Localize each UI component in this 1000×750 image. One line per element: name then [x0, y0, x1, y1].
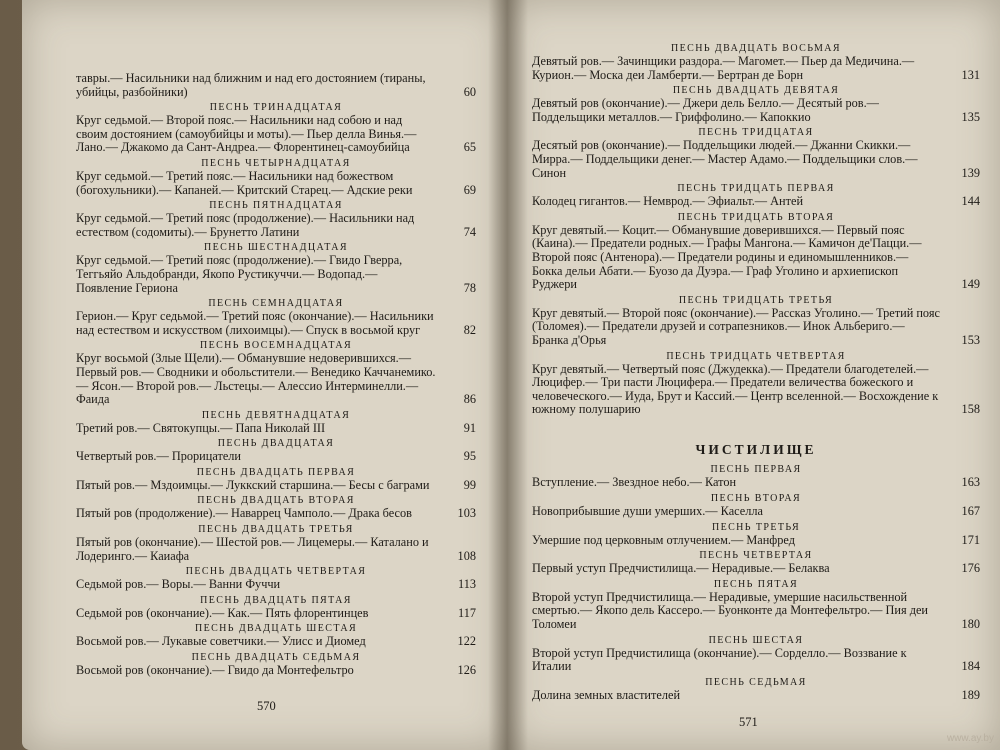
entry-page-number: 82	[463, 322, 476, 337]
entry-page-number: 91	[463, 420, 476, 435]
canto-heading: ПЕСНЬ ШЕСТНАДЦАТАЯ	[204, 242, 348, 254]
toc-entry	[532, 591, 980, 632]
toc-right	[532, 40, 980, 705]
toc-entry	[76, 352, 476, 406]
entry-page-number: 117	[458, 605, 476, 620]
entry-page-number: 144	[961, 194, 980, 209]
toc-entry	[76, 212, 476, 239]
left-page	[22, 0, 507, 750]
entry-page-number: 180	[961, 617, 980, 632]
toc-entry	[532, 195, 980, 209]
entry-text: Восьмой ров.— Лукавые советчики.— Улисс и Диомед	[76, 634, 366, 649]
entry-text: Четвертый ров.— Прорицатели	[76, 449, 242, 464]
entry-text: Круг седьмой.— Третий пояс (продолжение).— Гвидо Гверра, Теггьяйо Альдобранди, Якопо Рустикуччи.— Водопад.— Появление Гериона	[76, 253, 403, 295]
toc-entry	[532, 55, 980, 82]
toc-entry	[76, 664, 476, 678]
toc-entry	[532, 562, 980, 576]
entry-page-number: 78	[463, 280, 476, 295]
canto-heading: ПЕСНЬ ТРИНАДЦАТАЯ	[209, 102, 343, 114]
toc-entry	[76, 607, 476, 621]
entry-page-number: 139	[961, 165, 980, 180]
entry-page-number: 74	[463, 224, 476, 239]
entry-page-number: 171	[961, 532, 980, 547]
toc-entry	[76, 114, 476, 155]
entry-text: Герион.— Круг седьмой.— Третий пояс (окончание).— Насильники над естеством и искусством (лихоимцы).— Спуск в восьмой круг	[76, 309, 434, 337]
canto-heading: ПЕСНЬ ПЯТАЯ	[713, 578, 799, 590]
entry-text: Круг седьмой.— Третий пояс.— Насильники над божеством (богохульники).— Капаней.— Критский Старец.— Адские реки	[76, 168, 413, 197]
entry-page-number: 158	[961, 402, 980, 417]
canto-heading: ПЕСНЬ ДВАДЦАТЬ ЧЕТВЕРТАЯ	[185, 566, 367, 578]
entry-text: Девятый ров.— Зачинщики раздора.— Магомет.— Пьер да Медичина.— Курион.— Моска деи Ламберти.— Бертран де Борн	[532, 54, 915, 82]
entry-text: Долина земных властителей	[532, 687, 681, 702]
canto-heading: ПЕСНЬ ДВАДЦАТЬ ШЕСТАЯ	[194, 623, 358, 635]
toc-entry	[532, 689, 980, 703]
entry-text: Колодец гигантов.— Немврод.— Эфиальт.— Антей	[532, 194, 804, 209]
canto-heading: ПЕСНЬ ТРИДЦАТЬ ВТОРАЯ	[677, 211, 835, 223]
toc-entry	[76, 422, 476, 436]
right-page	[507, 0, 1000, 750]
canto-heading: ПЕСНЬ ТРИДЦАТЬ ПЕРВАЯ	[677, 183, 835, 195]
entry-text: Седьмой ров (окончание).— Как.— Пять флорентинцев	[76, 605, 369, 620]
toc-entry	[532, 476, 980, 490]
canto-heading: ПЕСНЬ ВТОРАЯ	[710, 493, 802, 505]
toc-entry	[532, 224, 980, 292]
toc-entry	[532, 534, 980, 548]
entry-page-number: 99	[463, 477, 476, 492]
canto-heading: ПЕСНЬ СЕМНАДЦАТАЯ	[208, 298, 344, 310]
entry-page-number: 69	[463, 182, 476, 197]
page-number-left: 570	[257, 699, 276, 713]
entry-page-number: 167	[961, 504, 980, 519]
page-number-right: 571	[739, 715, 758, 729]
entry-page-number: 135	[961, 109, 980, 124]
entry-text: тавры.— Насильники над ближним и над его достоянием (тираны, убийцы, разбойники)	[76, 71, 426, 99]
toc-entry	[76, 310, 476, 337]
entry-text: Круг девятый.— Четвертый пояс (Джудекка).— Предатели благодетелей.— Люцифер.— Три пасти Люцифера.— Предатели величества божеского и человеческого.— Иуда, Брут и Кассий.— Центр вселенной.— Восхождение к южному полушарию	[532, 361, 939, 417]
watermark: www.ay.by	[946, 733, 994, 744]
canto-heading: ПЕСНЬ ДВАДЦАТЬ ДЕВЯТАЯ	[672, 85, 840, 97]
canto-heading: ПЕСНЬ ДЕВЯТНАДЦАТАЯ	[201, 409, 351, 421]
canto-heading: ПЕСНЬ ТРЕТЬЯ	[711, 521, 801, 533]
entry-text: Вступление.— Звездное небо.— Катон	[532, 475, 737, 490]
entry-page-number: 184	[961, 659, 980, 674]
toc-entry	[532, 363, 980, 417]
entry-text: Круг седьмой.— Третий пояс (продолжение).— Насильники над естеством (содомиты).— Брунетто Латини	[76, 211, 415, 239]
canto-heading: ПЕСНЬ ДВАДЦАТАЯ	[217, 438, 335, 450]
entry-text: Второй уступ Предчистилища.— Нерадивые, умершие насильственной смертью.— Якопо дель Кассеро.— Буонконте да Монтефельтро.— Пия деи Толомеи	[532, 589, 928, 632]
toc-entry	[76, 450, 476, 464]
entry-text: Круг девятый.— Второй пояс (окончание).— Рассказ Уголино.— Третий пояс (Толомея).— Предатели друзей и сотрапезников.— Инок Альбериго.— Бранка д'Орья	[532, 305, 940, 347]
entry-page-number: 60	[463, 84, 476, 99]
toc-entry	[76, 72, 476, 99]
canto-heading: ПЕСНЬ ТРИДЦАТЬ ЧЕТВЕРТАЯ	[666, 350, 846, 362]
entry-page-number: 176	[961, 561, 980, 576]
entry-page-number: 189	[961, 687, 980, 702]
toc-entry	[76, 536, 476, 563]
canto-heading: ПЕСНЬ ПЯТНАДЦАТАЯ	[209, 200, 343, 212]
entry-text: Пятый ров (окончание).— Шестой ров.— Лицемеры.— Каталано и Лодеринго.— Каиафа	[76, 535, 429, 563]
canto-heading: ПЕСНЬ СЕДЬМАЯ	[705, 676, 807, 688]
canto-heading: ПЕСНЬ ТРИДЦАТЬ ТРЕТЬЯ	[678, 294, 834, 306]
canto-heading: ПЕСНЬ ДВАДЦАТЬ СЕДЬМАЯ	[191, 652, 361, 664]
toc-entry	[76, 578, 476, 592]
entry-text: Седьмой ров.— Воры.— Ванни Фуччи	[76, 577, 281, 592]
canto-heading: ПЕСНЬ ВОСЕМНАДЦАТАЯ	[199, 340, 353, 352]
entry-page-number: 103	[457, 506, 476, 521]
entry-page-number: 113	[458, 577, 476, 592]
entry-text: Второй уступ Предчистилища (окончание).— Сорделло.— Воззвание к Италии	[532, 645, 907, 674]
entry-text: Первый уступ Предчистилища.— Нерадивые.— Белаква	[532, 561, 830, 576]
canto-heading: ПЕСНЬ ШЕСТАЯ	[708, 634, 804, 646]
canto-heading: ПЕСНЬ ЧЕТВЕРТАЯ	[699, 550, 813, 562]
entry-page-number: 126	[457, 663, 476, 678]
entry-text: Круг седьмой.— Второй пояс.— Насильники над собою и над своим достоянием (самоубийцы и моты).— Пьер делла Винья.— Лано.— Джакомо да Сант-Андреа.— Флорентинец-самоубийца	[76, 113, 417, 155]
entry-text: Восьмой ров (окончание).— Гвидо да Монтефельтро	[76, 663, 354, 678]
entry-text: Новоприбывшие души умерших.— Каселла	[532, 504, 763, 519]
entry-text: Пятый ров.— Мздоимцы.— Луккский старшина.— Бесы с баграми	[76, 477, 430, 492]
toc-entry	[532, 647, 980, 674]
entry-page-number: 153	[961, 332, 980, 347]
toc-entry	[532, 307, 980, 348]
entry-text: Пятый ров (продолжение).— Наваррец Чамполо.— Драка бесов	[76, 506, 412, 521]
canto-heading: ПЕСНЬ ДВАДЦАТЬ ПЕРВАЯ	[196, 466, 356, 478]
entry-page-number: 95	[463, 449, 476, 464]
section-title: ЧИСТИЛИЩЕ	[695, 441, 817, 457]
entry-text: Умершие под церковным отлучением.— Манфред	[532, 532, 795, 547]
entry-page-number: 163	[961, 475, 980, 490]
canto-heading: ПЕСНЬ ПЕРВАЯ	[710, 464, 802, 476]
toc-entry	[76, 479, 476, 493]
entry-page-number: 108	[457, 548, 476, 563]
toc-entry	[76, 254, 476, 295]
canto-heading: ПЕСНЬ ЧЕТЫРНАДЦАТАЯ	[201, 157, 351, 169]
entry-text: Круг девятый.— Коцит.— Обманувшие доверившихся.— Первый пояс (Каина).— Предатели родных.— Графы Мангона.— Камичон де'Пацци.— Второй пояс (Антенора).— Предатели родины и единомышленников.— Бокка дельи Абати.— Буозо да Дуэра.— Граф Уголино и архиепископ Руджери	[532, 222, 922, 292]
entry-text: Круг восьмой (Злые Щели).— Обманувшие недоверившихся.— Первый ров.— Сводники и обольстители.— Венедико Каччанемико.— Ясон.— Второй ров.— Льстецы.— Алессио Интерминелли.— Фаида	[76, 351, 436, 407]
entry-text: Десятый ров (окончание).— Поддельщики людей.— Джанни Скикки.— Мирра.— Поддельщики денег.— Мастер Адамо.— Поддельщики слов.— Синон	[532, 138, 918, 180]
toc-entry	[76, 635, 476, 649]
entry-page-number: 65	[463, 140, 476, 155]
canto-heading: ПЕСНЬ ДВАДЦАТЬ ВТОРАЯ	[197, 495, 355, 507]
entry-text: Третий ров.— Святокупцы.— Папа Николай III	[76, 420, 326, 435]
toc-entry	[532, 139, 980, 180]
entry-text: Девятый ров (окончание).— Джери дель Белло.— Десятый ров.— Поддельщики металлов.— Гриффолино.— Капоккио	[532, 96, 879, 124]
canto-heading: ПЕСНЬ ДВАДЦАТЬ ПЯТАЯ	[200, 594, 352, 606]
entry-page-number: 131	[961, 67, 980, 82]
toc-entry	[76, 507, 476, 521]
entry-page-number: 86	[463, 392, 476, 407]
toc-entry	[532, 97, 980, 124]
toc-entry	[76, 170, 476, 197]
toc-entry	[532, 505, 980, 519]
entry-page-number: 122	[457, 634, 476, 649]
entry-page-number: 149	[961, 277, 980, 292]
canto-heading: ПЕСНЬ ДВАДЦАТЬ ТРЕТЬЯ	[198, 524, 354, 536]
canto-heading: ПЕСНЬ ДВАДЦАТЬ ВОСЬМАЯ	[671, 43, 841, 54]
canto-heading: ПЕСНЬ ТРИДЦАТАЯ	[698, 127, 814, 139]
toc-left	[76, 72, 476, 681]
